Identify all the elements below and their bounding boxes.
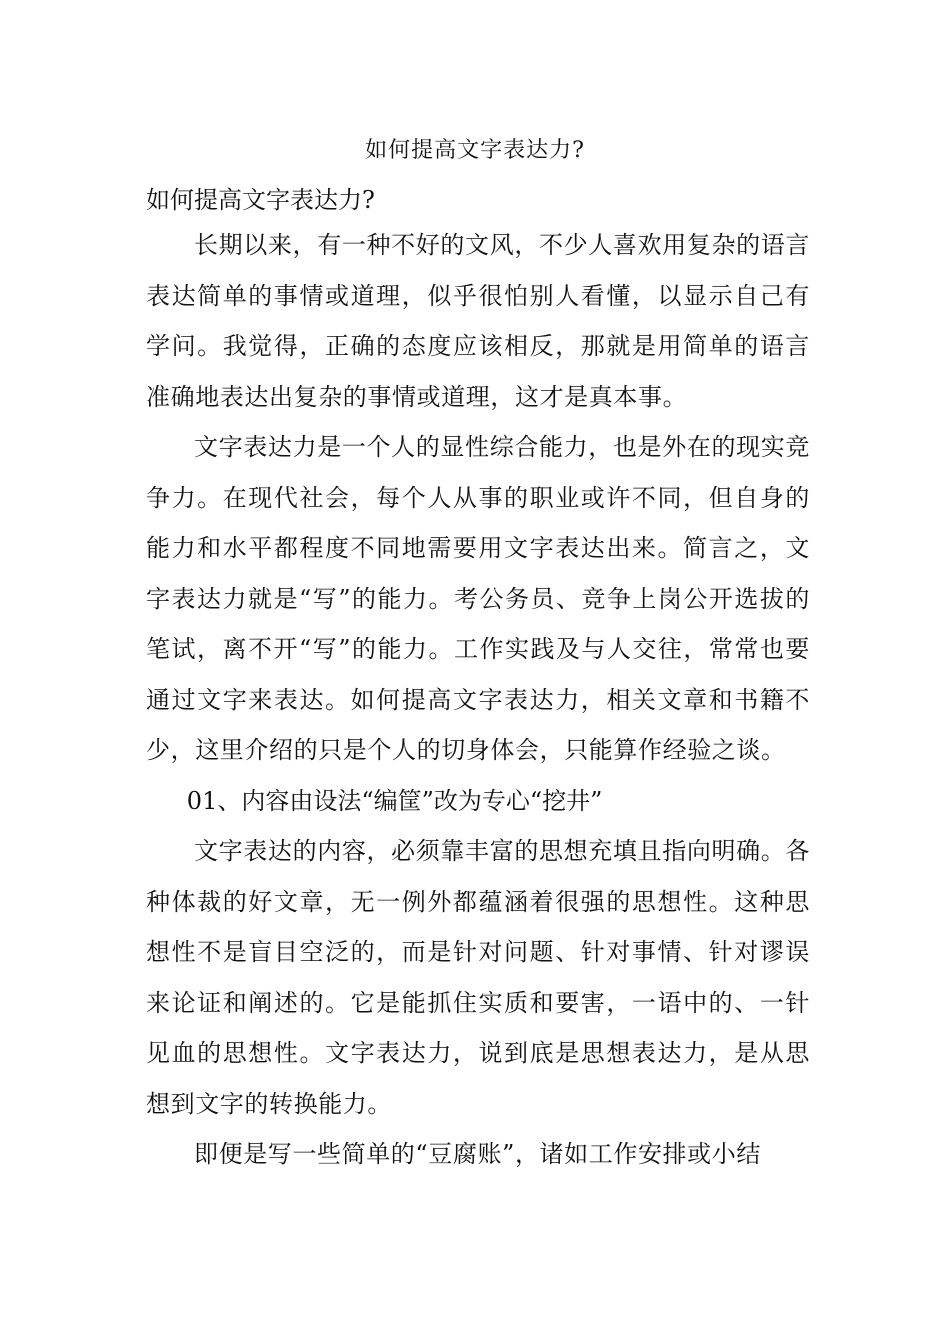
document-subtitle: 如何提高文字表达力? bbox=[146, 186, 375, 214]
document-title: 如何提高文字表达力? bbox=[365, 138, 585, 163]
document-body bbox=[146, 180, 810, 1180]
paragraph-section-2: 即便是写一些简单的“豆腐账”，诸如工作安排或小结 bbox=[194, 1140, 761, 1168]
paragraph-section-1: 文字表达的内容，必须靠丰富的思想充填且指向明确。各种体裁的好文章，无一例外都蕴涵着很强的思想性。这种思想性不是盲目空泛的，而是针对问题、针对事情、针对谬误来论证和阐述的。它是能抓住实质和要害，一语中的、一针见血的思想性。文字表达力，说到底是思想表达力，是从思想到文字的转换能力。 bbox=[146, 837, 810, 1118]
section-heading-01: 01、内容由设法“编筐”改为专心“挖井” bbox=[186, 786, 603, 815]
paragraph-intro-2: 文字表达力是一个人的显性综合能力，也是外在的现实竞争力。在现代社会，每个人从事的职业或许不同，但自身的能力和水平都程度不同地需要用文字表达出来。简言之，文字表达力就是“写”的能力。考公务员、竞争上岗公开选拔的笔试，离不开“写”的能力。工作实践及与人交往，常常也要通过文字来表达。如何提高文字表达力，相关文章和书籍不少，这里介绍的只是个人的切身体会，只能算作经验之谈。 bbox=[146, 433, 810, 764]
paragraph-intro-1: 长期以来，有一种不好的文风，不少人喜欢用复杂的语言表达简单的事情或道理，似乎很怕别人看懂，以显示自己有学问。我觉得，正确的态度应该相反，那就是用简单的语言准确地表达出复杂的事情或道理，这才是真本事。 bbox=[146, 231, 810, 411]
